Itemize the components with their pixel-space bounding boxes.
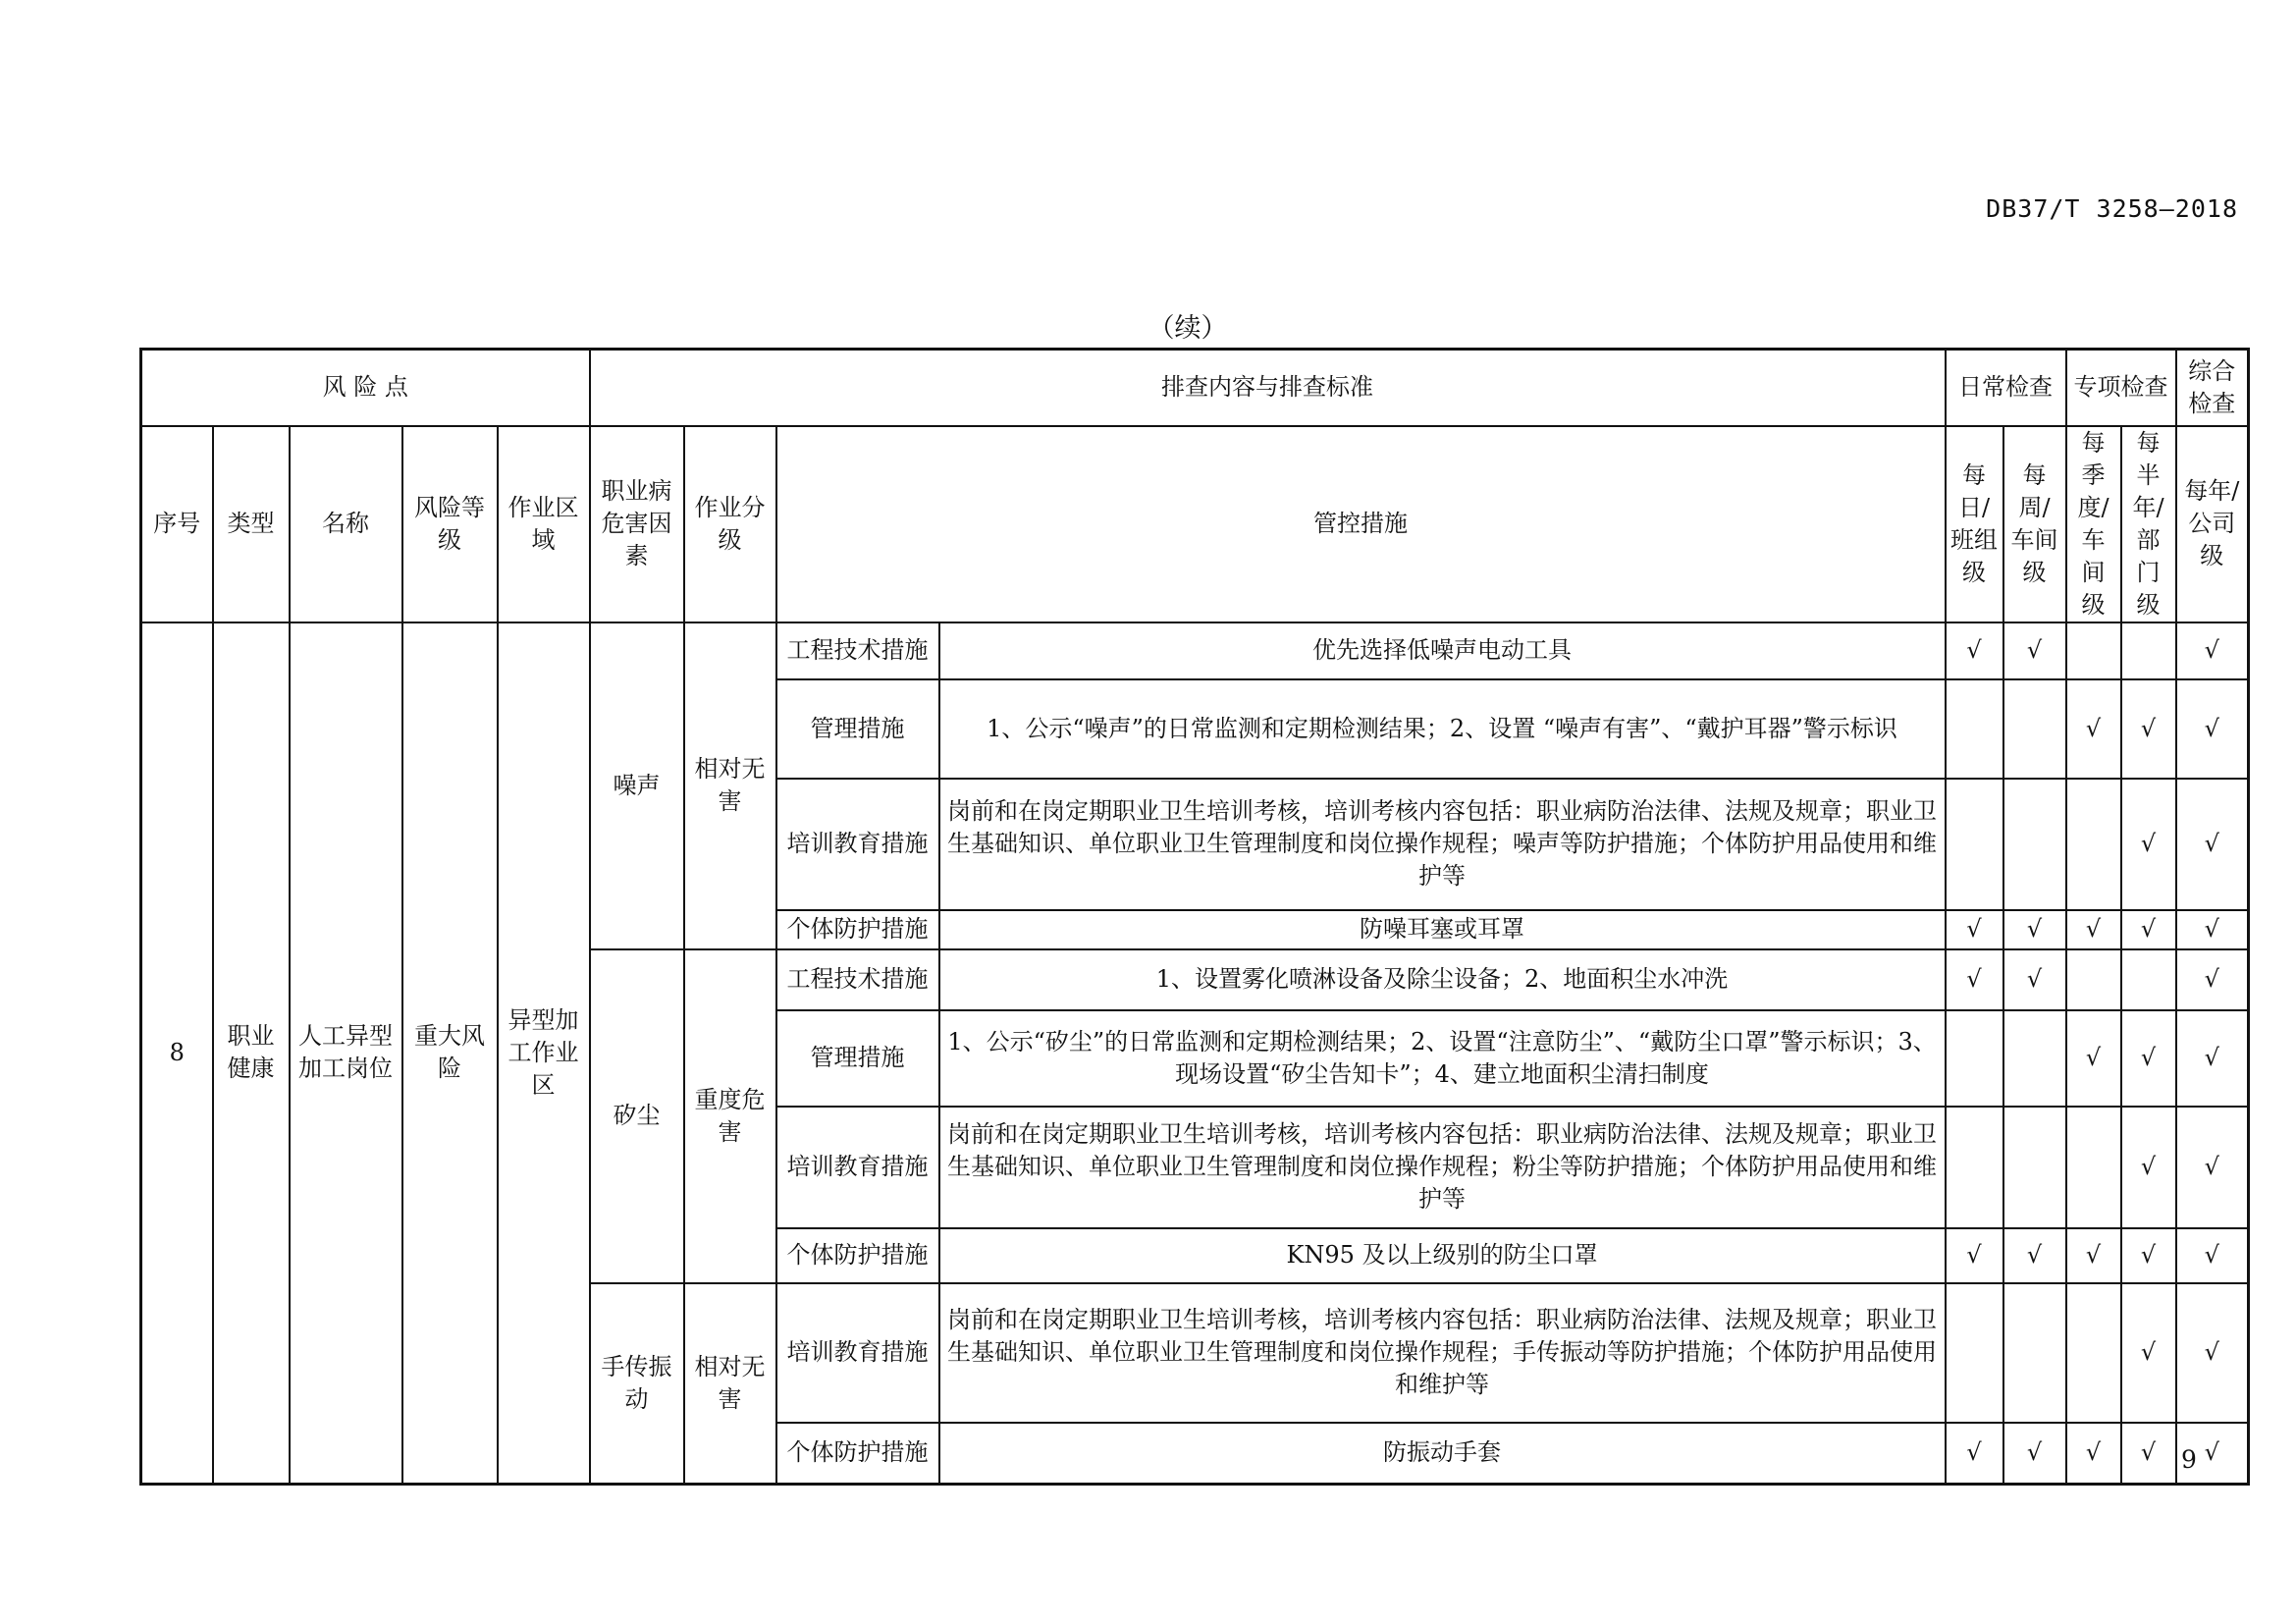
check-mark: √ <box>2066 1423 2121 1485</box>
measure-type: 培训教育措施 <box>776 1283 939 1423</box>
check-mark: √ <box>2176 1010 2249 1107</box>
risk-type: 职业健康 <box>213 622 290 1485</box>
check-mark: √ <box>2066 1010 2121 1107</box>
check-mark <box>2121 622 2176 679</box>
check-mark: √ <box>1946 910 2003 949</box>
check-mark: √ <box>2003 622 2066 679</box>
check-mark <box>2066 1107 2121 1228</box>
check-mark <box>2121 949 2176 1010</box>
col-header-hazard-factor: 职业病危害因素 <box>590 426 684 622</box>
col-header-seq: 序号 <box>141 426 213 622</box>
measure-type: 工程技术措施 <box>776 949 939 1010</box>
check-mark <box>2003 779 2066 910</box>
check-mark: √ <box>2176 622 2249 679</box>
check-mark: √ <box>1946 1228 2003 1283</box>
measure-content: KN95 及以上级别的防尘口罩 <box>939 1228 1946 1283</box>
measure-content: 1、设置雾化喷淋设备及除尘设备；2、地面积尘水冲洗 <box>939 949 1946 1010</box>
measure-content: 岗前和在岗定期职业卫生培训考核，培训考核内容包括：职业病防治法律、法规及规章；职业卫生基础知识、单位职业卫生管理制度和岗位操作规程；手传振动等防护措施；个体防护用品使用和维护等 <box>939 1283 1946 1423</box>
measure-content: 岗前和在岗定期职业卫生培训考核，培训考核内容包括：职业病防治法律、法规及规章；职业卫生基础知识、单位职业卫生管理制度和岗位操作规程；粉尘等防护措施；个体防护用品使用和维护等 <box>939 1107 1946 1228</box>
check-mark: √ <box>2121 779 2176 910</box>
group-header-risk-point: 风 险 点 <box>141 350 590 426</box>
check-mark: √ <box>1946 949 2003 1010</box>
check-mark: √ <box>2003 1423 2066 1485</box>
hazard-factor: 矽尘 <box>590 949 684 1283</box>
col-header-type: 类型 <box>213 426 290 622</box>
col-header-quarterly-workshop: 每季度/车间级 <box>2066 426 2121 622</box>
check-mark: √ <box>2121 1283 2176 1423</box>
check-mark <box>2003 1283 2066 1423</box>
col-header-control: 管控措施 <box>776 426 1946 622</box>
hazard-factor: 手传振动 <box>590 1283 684 1485</box>
measure-content: 防振动手套 <box>939 1423 1946 1485</box>
measure-type: 工程技术措施 <box>776 622 939 679</box>
check-mark: √ <box>2121 1423 2176 1485</box>
group-header-check-content: 排查内容与排查标准 <box>590 350 1946 426</box>
check-mark: √ <box>2121 910 2176 949</box>
check-mark <box>2066 949 2121 1010</box>
measure-type: 培训教育措施 <box>776 779 939 910</box>
check-mark <box>2003 1010 2066 1107</box>
measure-type: 管理措施 <box>776 679 939 779</box>
check-mark <box>2066 779 2121 910</box>
hazard-grade: 重度危害 <box>684 949 776 1283</box>
check-mark: √ <box>2176 1107 2249 1228</box>
check-mark <box>2066 622 2121 679</box>
hazard-grade: 相对无害 <box>684 1283 776 1485</box>
check-mark: √ <box>2176 1228 2249 1283</box>
check-mark: √ <box>2176 1423 2249 1485</box>
check-mark: √ <box>1946 622 2003 679</box>
check-mark: √ <box>2176 949 2249 1010</box>
check-mark: √ <box>2176 779 2249 910</box>
check-mark <box>1946 1010 2003 1107</box>
measure-content: 优先选择低噪声电动工具 <box>939 622 1946 679</box>
measure-type: 个体防护措施 <box>776 1228 939 1283</box>
risk-name: 人工异型加工岗位 <box>290 622 402 1485</box>
col-header-area: 作业区域 <box>498 426 590 622</box>
risk-area: 异型加工作业区 <box>498 622 590 1485</box>
group-header-daily: 日常检查 <box>1946 350 2066 426</box>
header-row-columns <box>141 426 2249 622</box>
check-mark: √ <box>2121 1107 2176 1228</box>
measure-content: 1、公示“噪声”的日常监测和定期检测结果；2、设置 “噪声有害”、“戴护耳器”警示标识 <box>939 679 1946 779</box>
risk-level: 重大风险 <box>402 622 498 1485</box>
col-header-name: 名称 <box>290 426 402 622</box>
measure-type: 个体防护措施 <box>776 1423 939 1485</box>
document-code: DB37/T 3258—2018 <box>1986 194 2238 223</box>
check-mark: √ <box>2176 679 2249 779</box>
page-number: 9 <box>2181 1445 2197 1474</box>
check-mark: √ <box>1946 1423 2003 1485</box>
header-row-groups <box>141 350 2249 426</box>
group-header-comprehensive: 综合检查 <box>2176 350 2249 426</box>
risk-check-table <box>139 348 2250 1486</box>
check-mark: √ <box>2121 1228 2176 1283</box>
measure-type: 培训教育措施 <box>776 1107 939 1228</box>
risk-seq: 8 <box>141 622 213 1485</box>
check-mark <box>2066 1283 2121 1423</box>
measure-content: 1、公示“矽尘”的日常监测和定期检测结果；2、设置“注意防尘”、“戴防尘口罩”警示标识；3、现场设置“矽尘告知卡”；4、建立地面积尘清扫制度 <box>939 1010 1946 1107</box>
col-header-risk-level: 风险等级 <box>402 426 498 622</box>
col-header-work-grade: 作业分级 <box>684 426 776 622</box>
measure-type: 个体防护措施 <box>776 910 939 949</box>
check-mark: √ <box>2066 910 2121 949</box>
col-header-weekly-workshop: 每周/车间级 <box>2003 426 2066 622</box>
measure-content: 岗前和在岗定期职业卫生培训考核，培训考核内容包括：职业病防治法律、法规及规章；职业卫生基础知识、单位职业卫生管理制度和岗位操作规程；噪声等防护措施；个体防护用品使用和维护等 <box>939 779 1946 910</box>
check-mark <box>1946 779 2003 910</box>
check-mark: √ <box>2121 679 2176 779</box>
col-header-yearly-company: 每年/公司级 <box>2176 426 2249 622</box>
hazard-factor: 噪声 <box>590 622 684 949</box>
measure-type: 管理措施 <box>776 1010 939 1107</box>
group-header-special: 专项检查 <box>2066 350 2176 426</box>
check-mark: √ <box>2066 679 2121 779</box>
table-row <box>141 622 2249 679</box>
continued-caption: （续） <box>1148 313 1228 344</box>
check-mark <box>2003 1107 2066 1228</box>
check-mark: √ <box>2003 949 2066 1010</box>
check-mark: √ <box>2176 1283 2249 1423</box>
hazard-grade: 相对无害 <box>684 622 776 949</box>
col-header-daily-shift: 每日/班组级 <box>1946 426 2003 622</box>
measure-content: 防噪耳塞或耳罩 <box>939 910 1946 949</box>
col-header-halfyear-dept: 每半年/部门级 <box>2121 426 2176 622</box>
check-mark <box>2003 679 2066 779</box>
check-mark <box>1946 1107 2003 1228</box>
check-mark <box>1946 679 2003 779</box>
check-mark: √ <box>2066 1228 2121 1283</box>
check-mark: √ <box>2003 1228 2066 1283</box>
check-mark: √ <box>2176 910 2249 949</box>
check-mark: √ <box>2003 910 2066 949</box>
check-mark: √ <box>2121 1010 2176 1107</box>
check-mark <box>1946 1283 2003 1423</box>
